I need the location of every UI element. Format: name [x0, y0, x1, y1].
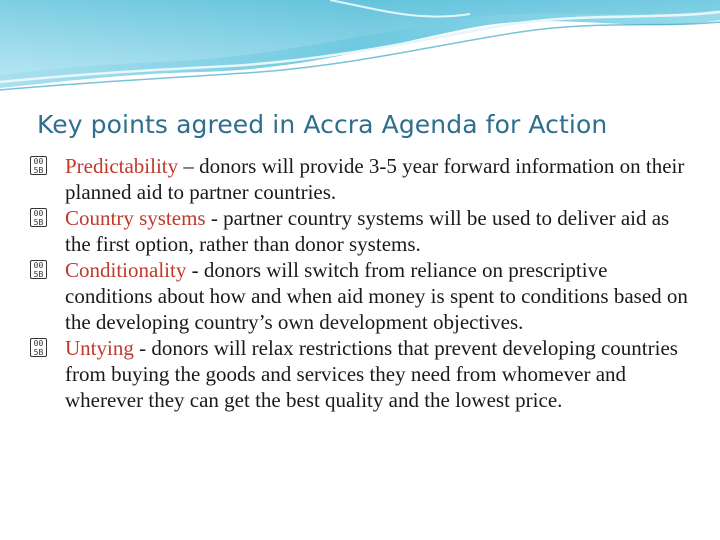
bullet-term: Conditionality [65, 258, 187, 282]
bullet-item-conditionality [30, 257, 690, 335]
slide-title: Key points agreed in Accra Agenda for Action [37, 110, 608, 139]
bullet-term: Predictability [65, 154, 179, 178]
missing-glyph-box-icon: 00 5B [30, 156, 47, 175]
bullet-text: - partner country systems will be used to deliver aid as the first option, rather than donor systems. [65, 206, 670, 256]
header-wave-decoration [0, 0, 720, 95]
bullet-term: Country systems [65, 206, 206, 230]
bullet-text: - donors will relax restrictions that prevent developing countries from buying the goods and services they need from whomever and wherever they can get the best quality and the lowest price. [65, 336, 678, 412]
bullet-text: - donors will switch from reliance on prescriptive conditions about how and when aid money is spent to conditions based on the developing country’s own development objectives. [65, 258, 688, 334]
bullet-term: Untying [65, 336, 134, 360]
missing-glyph-box-icon: 00 5B [30, 338, 47, 357]
bullet-item-untying [30, 335, 690, 413]
bullet-list [30, 153, 690, 413]
bullet-item-predictability [30, 153, 690, 205]
bullet-item-country-systems [30, 205, 690, 257]
bullet-text: – donors will provide 3-5 year forward information on their planned aid to partner countries. [65, 154, 685, 204]
missing-glyph-box-icon: 00 5B [30, 208, 47, 227]
missing-glyph-box-icon: 00 5B [30, 260, 47, 279]
